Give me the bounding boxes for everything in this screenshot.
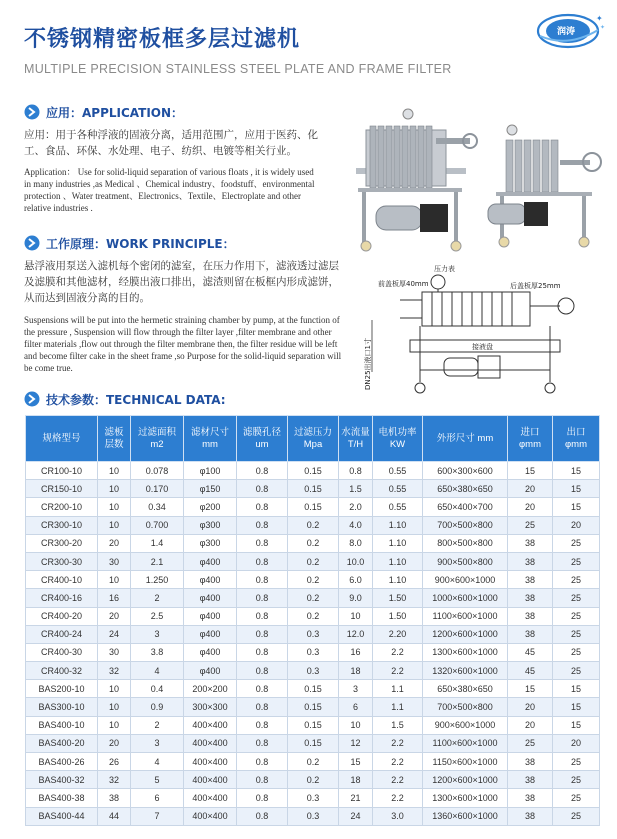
table-cell: 10.0 <box>339 552 373 570</box>
table-cell: 0.2 <box>288 571 339 589</box>
table-cell: 4 <box>131 753 184 771</box>
table-cell: CR300-30 <box>26 552 98 570</box>
table-cell: 20 <box>508 480 553 498</box>
column-header: 滤材尺寸 mm <box>184 416 237 462</box>
table-cell: 2.2 <box>373 753 423 771</box>
table-cell: 900×600×1000 <box>423 571 508 589</box>
table-cell: φ300 <box>184 534 237 552</box>
table-cell: 1300×600×1000 <box>423 789 508 807</box>
table-cell: φ400 <box>184 643 237 661</box>
table-row <box>26 643 600 661</box>
table-cell: 16 <box>339 643 373 661</box>
application-title: 应用：APPLICATION： <box>46 105 184 120</box>
table-cell: 0.170 <box>131 480 184 498</box>
table-cell: 15 <box>508 680 553 698</box>
table-cell: 5 <box>131 771 184 789</box>
table-row <box>26 734 600 752</box>
column-header: 过滤面积 m2 <box>131 416 184 462</box>
table-cell: 15 <box>508 462 553 480</box>
table-cell: 25 <box>553 807 600 825</box>
table-row <box>26 516 600 534</box>
principle-title: 工作原理：WORK PRINCIPLE： <box>46 236 235 251</box>
table-cell: 400×400 <box>184 807 237 825</box>
table-cell: 25 <box>553 552 600 570</box>
application-text-cn: 应用：用于各种浮液的固液分离，适用范围广，应用于医药、化工、食品、环保、水处理、电子、纺织、电镀等相关行业。 <box>24 129 318 157</box>
table-cell: 12.0 <box>339 625 373 643</box>
table-cell: φ400 <box>184 552 237 570</box>
table-cell: 400×400 <box>184 753 237 771</box>
table-cell: 2.5 <box>131 607 184 625</box>
table-cell: 38 <box>508 625 553 643</box>
table-cell: 10 <box>98 680 131 698</box>
table-cell: 2.2 <box>373 734 423 752</box>
column-header: 出口 φmm <box>553 416 600 462</box>
table-cell: BAS400-44 <box>26 807 98 825</box>
principle-heading <box>24 234 235 252</box>
table-cell: 0.3 <box>288 625 339 643</box>
table-cell: 20 <box>98 534 131 552</box>
table-cell: 3.8 <box>131 643 184 661</box>
table-cell: 0.8 <box>237 498 288 516</box>
table-cell: 3.0 <box>373 807 423 825</box>
table-cell: 15 <box>553 698 600 716</box>
blue-arrow-icon <box>24 391 40 407</box>
table-cell: 0.8 <box>237 734 288 752</box>
table-cell: 10 <box>98 698 131 716</box>
table-cell: 16 <box>98 589 131 607</box>
table-cell: 0.9 <box>131 698 184 716</box>
table-cell: CR400-10 <box>26 571 98 589</box>
table-cell: 0.2 <box>288 753 339 771</box>
table-cell: CR300-10 <box>26 516 98 534</box>
table-cell: 24 <box>339 807 373 825</box>
table-row <box>26 462 600 480</box>
table-cell: 0.3 <box>288 643 339 661</box>
table-cell: 25 <box>553 625 600 643</box>
table-cell: 0.8 <box>237 625 288 643</box>
column-header: 水流量 T/H <box>339 416 373 462</box>
table-cell: 45 <box>508 662 553 680</box>
table-cell: 7 <box>131 807 184 825</box>
table-cell: 6.0 <box>339 571 373 589</box>
table-cell: φ100 <box>184 462 237 480</box>
table-cell: φ400 <box>184 607 237 625</box>
table-cell: 10 <box>98 516 131 534</box>
table-cell: 1.1 <box>373 680 423 698</box>
table-cell: 15 <box>553 716 600 734</box>
table-cell: 650×380×650 <box>423 480 508 498</box>
product-photo-front <box>336 108 482 258</box>
column-header: 外形尺寸 mm <box>423 416 508 462</box>
column-header: 电机功率 KW <box>373 416 423 462</box>
table-cell: BAS300-10 <box>26 698 98 716</box>
table-cell: 4 <box>131 662 184 680</box>
table-cell: 1320×600×1000 <box>423 662 508 680</box>
table-cell: 0.8 <box>237 643 288 661</box>
filter-schematic-diagram <box>360 262 600 402</box>
table-cell: 10 <box>98 462 131 480</box>
product-photo-side <box>482 118 606 250</box>
table-cell: CR150-10 <box>26 480 98 498</box>
table-cell: 0.15 <box>288 498 339 516</box>
table-cell: 10 <box>339 716 373 734</box>
table-cell: 0.15 <box>288 480 339 498</box>
table-row <box>26 662 600 680</box>
table-cell: 0.2 <box>288 534 339 552</box>
table-cell: 26 <box>98 753 131 771</box>
table-cell: 0.8 <box>237 662 288 680</box>
table-cell: 0.8 <box>237 771 288 789</box>
table-cell: 25 <box>553 607 600 625</box>
table-cell: 1360×600×1000 <box>423 807 508 825</box>
table-cell: 32 <box>98 662 131 680</box>
table-cell: 2 <box>131 589 184 607</box>
table-cell: 0.15 <box>288 716 339 734</box>
table-cell: 1.50 <box>373 589 423 607</box>
table-cell: 25 <box>553 753 600 771</box>
table-cell: 0.8 <box>237 516 288 534</box>
table-row <box>26 680 600 698</box>
table-cell: CR400-16 <box>26 589 98 607</box>
table-cell: 25 <box>508 734 553 752</box>
table-cell: 9.0 <box>339 589 373 607</box>
column-header: 进口 φmm <box>508 416 553 462</box>
table-row <box>26 589 600 607</box>
table-cell: 25 <box>508 516 553 534</box>
table-cell: 0.8 <box>237 571 288 589</box>
table-cell: 900×500×800 <box>423 552 508 570</box>
table-cell: 0.8 <box>339 462 373 480</box>
table-row <box>26 480 600 498</box>
table-cell: CR400-24 <box>26 625 98 643</box>
table-cell: φ200 <box>184 498 237 516</box>
table-cell: 0.3 <box>288 789 339 807</box>
application-text-en: Application： Use for solid-liquid separation of various floats , it is widely used in many industries ,as Medical 、Chemical industry、foodstuff、environmental protection 、Water treatment、Electronics、Textile、Electroplate and other relative industries . <box>24 167 315 213</box>
principle-text-en: Suspensions will be put into the hermetic straining chamber by pump, at the function of the pressure , Suspension will flow through the filter layer ,filter membrane and other filter materials ,flow out through the filter membrane then, the filter residue will be left and become filter cake in the sheet frame ,so Purpose for the solid-liquid separation will be come true. <box>24 315 342 373</box>
table-cell: 15 <box>553 680 600 698</box>
table-cell: BAS400-20 <box>26 734 98 752</box>
table-cell: 2.2 <box>373 643 423 661</box>
table-cell: 38 <box>508 771 553 789</box>
table-cell: 400×400 <box>184 734 237 752</box>
table-cell: CR400-30 <box>26 643 98 661</box>
table-cell: 2.2 <box>373 662 423 680</box>
blue-arrow-icon <box>24 104 40 120</box>
table-cell: 0.8 <box>237 753 288 771</box>
table-row <box>26 534 600 552</box>
table-cell: 0.8 <box>237 680 288 698</box>
table-cell: 15 <box>339 753 373 771</box>
table-cell: 1200×600×1000 <box>423 625 508 643</box>
label-gauge: 压力表 <box>434 265 455 273</box>
table-cell: 25 <box>553 643 600 661</box>
table-cell: 24 <box>98 625 131 643</box>
table-cell: 3 <box>131 734 184 752</box>
table-cell: 900×600×1000 <box>423 716 508 734</box>
table-cell: 400×400 <box>184 716 237 734</box>
table-cell: BAS400-32 <box>26 771 98 789</box>
table-cell: 20 <box>508 716 553 734</box>
blue-arrow-icon <box>24 235 40 251</box>
table-cell: 0.2 <box>288 516 339 534</box>
table-cell: 10 <box>98 498 131 516</box>
table-cell: 1.5 <box>339 480 373 498</box>
principle-text-cn: 悬浮液用泵送入滤机每个密闭的滤室，在压力作用下，滤液透过滤层及滤膜和其他滤材，经膜出液口排出，滤渣则留在板框内形成滤饼，从而达到固液分离的目的。 <box>24 260 339 304</box>
table-cell: 800×500×800 <box>423 534 508 552</box>
table-cell: BAS200-10 <box>26 680 98 698</box>
column-header: 规格型号 <box>26 416 98 462</box>
table-cell: 2 <box>131 716 184 734</box>
table-cell: CR200-10 <box>26 498 98 516</box>
table-cell: 1.50 <box>373 607 423 625</box>
table-cell: φ400 <box>184 589 237 607</box>
table-cell: 0.55 <box>373 480 423 498</box>
table-cell: 38 <box>508 552 553 570</box>
application-heading <box>24 103 183 121</box>
table-cell: 4.0 <box>339 516 373 534</box>
table-cell: 0.8 <box>237 589 288 607</box>
table-cell: 0.700 <box>131 516 184 534</box>
table-cell: 0.15 <box>288 462 339 480</box>
table-cell: 1100×600×1000 <box>423 734 508 752</box>
table-cell: 1150×600×1000 <box>423 753 508 771</box>
table-cell: 20 <box>98 607 131 625</box>
table-cell: 700×500×800 <box>423 516 508 534</box>
table-cell: 6 <box>339 698 373 716</box>
table-cell: 0.078 <box>131 462 184 480</box>
table-cell: 0.3 <box>288 807 339 825</box>
table-cell: 20 <box>98 734 131 752</box>
table-cell: 15 <box>553 462 600 480</box>
table-cell: 0.8 <box>237 462 288 480</box>
table-cell: 38 <box>508 607 553 625</box>
table-cell: BAS400-26 <box>26 753 98 771</box>
table-cell: 200×200 <box>184 680 237 698</box>
table-cell: 15 <box>553 498 600 516</box>
table-cell: 10 <box>98 480 131 498</box>
table-cell: 0.15 <box>288 698 339 716</box>
table-cell: 0.2 <box>288 552 339 570</box>
table-cell: 0.8 <box>237 534 288 552</box>
label-front-plate: 前盖板厚40mm <box>378 280 429 288</box>
table-cell: 2.1 <box>131 552 184 570</box>
table-cell: 18 <box>339 771 373 789</box>
table-cell: 1.10 <box>373 571 423 589</box>
table-cell: CR400-20 <box>26 607 98 625</box>
page-title-en: MULTIPLE PRECISION STAINLESS STEEL PLATE AND FRAME FILTER <box>24 62 452 76</box>
svg-text:✦: ✦ <box>596 14 603 23</box>
table-cell: φ150 <box>184 480 237 498</box>
label-outlet: DN25出液口1寸 <box>364 338 372 390</box>
table-cell: 25 <box>553 589 600 607</box>
table-cell: 0.55 <box>373 498 423 516</box>
table-cell: 25 <box>553 662 600 680</box>
table-cell: CR100-10 <box>26 462 98 480</box>
column-header: 过滤压力 Mpa <box>288 416 339 462</box>
table-cell: CR300-20 <box>26 534 98 552</box>
table-cell: 3 <box>131 625 184 643</box>
table-cell: 38 <box>508 753 553 771</box>
table-row <box>26 716 600 734</box>
table-cell: 1.10 <box>373 516 423 534</box>
table-cell: 25 <box>553 789 600 807</box>
table-cell: 600×300×600 <box>423 462 508 480</box>
table-cell: 20 <box>508 498 553 516</box>
table-cell: CR400-32 <box>26 662 98 680</box>
table-cell: 12 <box>339 734 373 752</box>
table-cell: 0.3 <box>288 662 339 680</box>
table-cell: 44 <box>98 807 131 825</box>
table-cell: 1.5 <box>373 716 423 734</box>
table-cell: 0.8 <box>237 480 288 498</box>
table-cell: 8.0 <box>339 534 373 552</box>
table-cell: 400×400 <box>184 789 237 807</box>
table-row <box>26 571 600 589</box>
table-row <box>26 753 600 771</box>
table-header-row <box>26 416 600 462</box>
table-cell: 38 <box>508 789 553 807</box>
table-cell: 38 <box>508 571 553 589</box>
table-cell: φ400 <box>184 662 237 680</box>
label-rear-plate: 后盖板厚25mm <box>510 282 561 290</box>
table-row <box>26 789 600 807</box>
table-cell: 38 <box>508 807 553 825</box>
table-cell: 2.0 <box>339 498 373 516</box>
table-cell: 650×400×700 <box>423 498 508 516</box>
table-cell: 1000×600×1000 <box>423 589 508 607</box>
table-row <box>26 807 600 825</box>
table-cell: 20 <box>553 516 600 534</box>
table-cell: 0.8 <box>237 552 288 570</box>
table-cell: BAS400-38 <box>26 789 98 807</box>
table-cell: 0.8 <box>237 789 288 807</box>
table-row <box>26 771 600 789</box>
column-header: 滤板层数 <box>98 416 131 462</box>
table-cell: 0.2 <box>288 589 339 607</box>
table-cell: 1300×600×1000 <box>423 643 508 661</box>
table-row <box>26 498 600 516</box>
table-cell: 1.250 <box>131 571 184 589</box>
table-cell: φ300 <box>184 516 237 534</box>
table-row <box>26 698 600 716</box>
table-cell: 2.20 <box>373 625 423 643</box>
table-cell: φ400 <box>184 571 237 589</box>
table-cell: 25 <box>553 534 600 552</box>
table-cell: 2.2 <box>373 771 423 789</box>
table-cell: 10 <box>98 571 131 589</box>
table-cell: 0.34 <box>131 498 184 516</box>
table-cell: 38 <box>508 534 553 552</box>
table-cell: 30 <box>98 552 131 570</box>
table-cell: 0.4 <box>131 680 184 698</box>
table-cell: 20 <box>508 698 553 716</box>
logo-text: 润涛 <box>557 27 576 37</box>
table-cell: 6 <box>131 789 184 807</box>
svg-text:✦: ✦ <box>600 24 606 31</box>
label-drip-tray: 接液盘 <box>472 343 493 351</box>
table-cell: 700×500×800 <box>423 698 508 716</box>
table-cell: 15 <box>553 480 600 498</box>
table-cell: 25 <box>553 771 600 789</box>
table-cell: 45 <box>508 643 553 661</box>
page-title-cn: 不锈钢精密板框多层过滤机 <box>24 27 301 52</box>
table-cell: 30 <box>98 643 131 661</box>
table-cell: φ400 <box>184 625 237 643</box>
table-cell: 0.8 <box>237 607 288 625</box>
table-cell: 32 <box>98 771 131 789</box>
table-cell: 10 <box>98 716 131 734</box>
table-cell: 650×380×650 <box>423 680 508 698</box>
table-cell: 0.55 <box>373 462 423 480</box>
table-cell: 0.2 <box>288 607 339 625</box>
table-row <box>26 552 600 570</box>
table-cell: 10 <box>339 607 373 625</box>
table-cell: 38 <box>508 589 553 607</box>
table-cell: 21 <box>339 789 373 807</box>
table-cell: 1100×600×1000 <box>423 607 508 625</box>
table-cell: 0.15 <box>288 680 339 698</box>
table-cell: 1.10 <box>373 552 423 570</box>
column-header: 滤膜孔径 um <box>237 416 288 462</box>
table-cell: 300×300 <box>184 698 237 716</box>
table-cell: 0.8 <box>237 807 288 825</box>
table-cell: 400×400 <box>184 771 237 789</box>
table-cell: 0.8 <box>237 698 288 716</box>
table-row <box>26 607 600 625</box>
technical-data-table <box>25 415 600 826</box>
table-cell: 1200×600×1000 <box>423 771 508 789</box>
table-cell: 20 <box>553 734 600 752</box>
table-row <box>26 625 600 643</box>
table-cell: BAS400-10 <box>26 716 98 734</box>
table-cell: 3 <box>339 680 373 698</box>
table-cell: 1.10 <box>373 534 423 552</box>
table-cell: 0.8 <box>237 716 288 734</box>
table-cell: 25 <box>553 571 600 589</box>
technical-heading <box>24 390 226 408</box>
table-cell: 38 <box>98 789 131 807</box>
table-cell: 1.4 <box>131 534 184 552</box>
table-cell: 18 <box>339 662 373 680</box>
table-cell: 0.2 <box>288 771 339 789</box>
table-cell: 0.15 <box>288 734 339 752</box>
table-cell: 1.1 <box>373 698 423 716</box>
technical-title: 技术参数：TECHNICAL DATA: <box>46 392 226 407</box>
table-cell: 2.2 <box>373 789 423 807</box>
